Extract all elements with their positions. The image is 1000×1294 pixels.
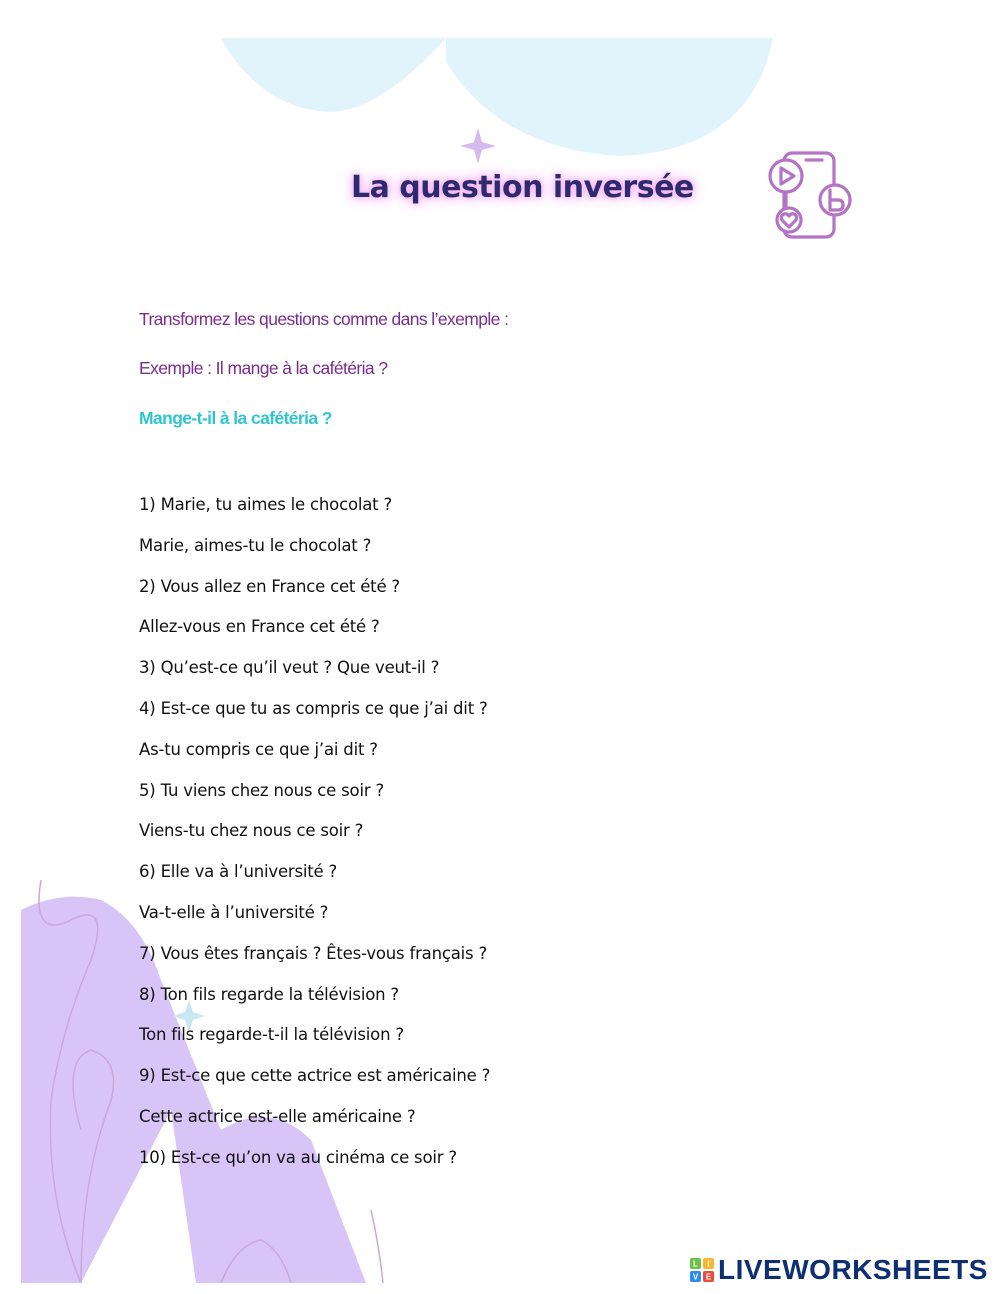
list-item: 9) Est-ce que cette actrice est américaine ?	[139, 1066, 491, 1086]
blue-cloud-shape	[446, 38, 773, 156]
list-item: 5) Tu viens chez nous ce soir ?	[139, 780, 385, 800]
liveworksheets-logo[interactable]	[690, 1254, 988, 1286]
page-title: La question inversée	[351, 170, 694, 205]
list-item: 3) Qu’est-ce qu’il veut ? Que veut-il ?	[139, 658, 440, 678]
logo-badge-letter: V	[692, 1272, 699, 1282]
list-item: 8) Ton fils regarde la télévision ?	[139, 984, 399, 1004]
example-answer: Mange-t-il à la cafétéria ?	[139, 408, 332, 428]
list-item: Allez-vous en France cet été ?	[139, 617, 380, 637]
logo-badge-icon	[690, 1258, 714, 1282]
list-item: Marie, aimes-tu le chocolat ?	[139, 535, 372, 555]
purple-line-decoration	[371, 1210, 383, 1283]
logo-badge-letter: I	[707, 1259, 710, 1269]
instruction-text: Transformez les questions comme dans l’exemple :	[139, 309, 509, 329]
list-item: 10) Est-ce qu’on va au cinéma ce soir ?	[139, 1147, 457, 1167]
list-item: 6) Elle va à l’université ?	[139, 862, 338, 882]
logo-badge-letter: L	[693, 1259, 698, 1269]
list-item: Va-t-elle à l’université ?	[139, 902, 329, 922]
exercise-list	[139, 493, 490, 1187]
list-item: 4) Est-ce que tu as compris ce que j’ai dit ?	[139, 698, 488, 718]
list-item: Ton fils regarde-t-il la télévision ?	[139, 1025, 404, 1045]
list-item: 7) Vous êtes français ? Êtes-vous français ?	[139, 943, 488, 963]
list-item: Viens-tu chez nous ce soir ?	[139, 821, 364, 841]
list-item: As-tu compris ce que j’ai dit ?	[139, 739, 378, 759]
media-devices-icon	[766, 150, 858, 247]
logo-text: LIVEWORKSHEETS	[718, 1254, 988, 1285]
list-item: Cette actrice est-elle américaine ?	[139, 1106, 416, 1126]
worksheet-page	[21, 0, 983, 1283]
sparkle-icon	[460, 128, 496, 164]
example-question: Exemple : Il mange à la cafétéria ?	[139, 358, 388, 378]
blue-cloud-shape	[221, 38, 446, 112]
list-item: 2) Vous allez en France cet été ?	[139, 576, 400, 596]
logo-badge-letter: E	[705, 1272, 712, 1282]
list-item: 1) Marie, tu aimes le chocolat ?	[139, 495, 393, 514]
